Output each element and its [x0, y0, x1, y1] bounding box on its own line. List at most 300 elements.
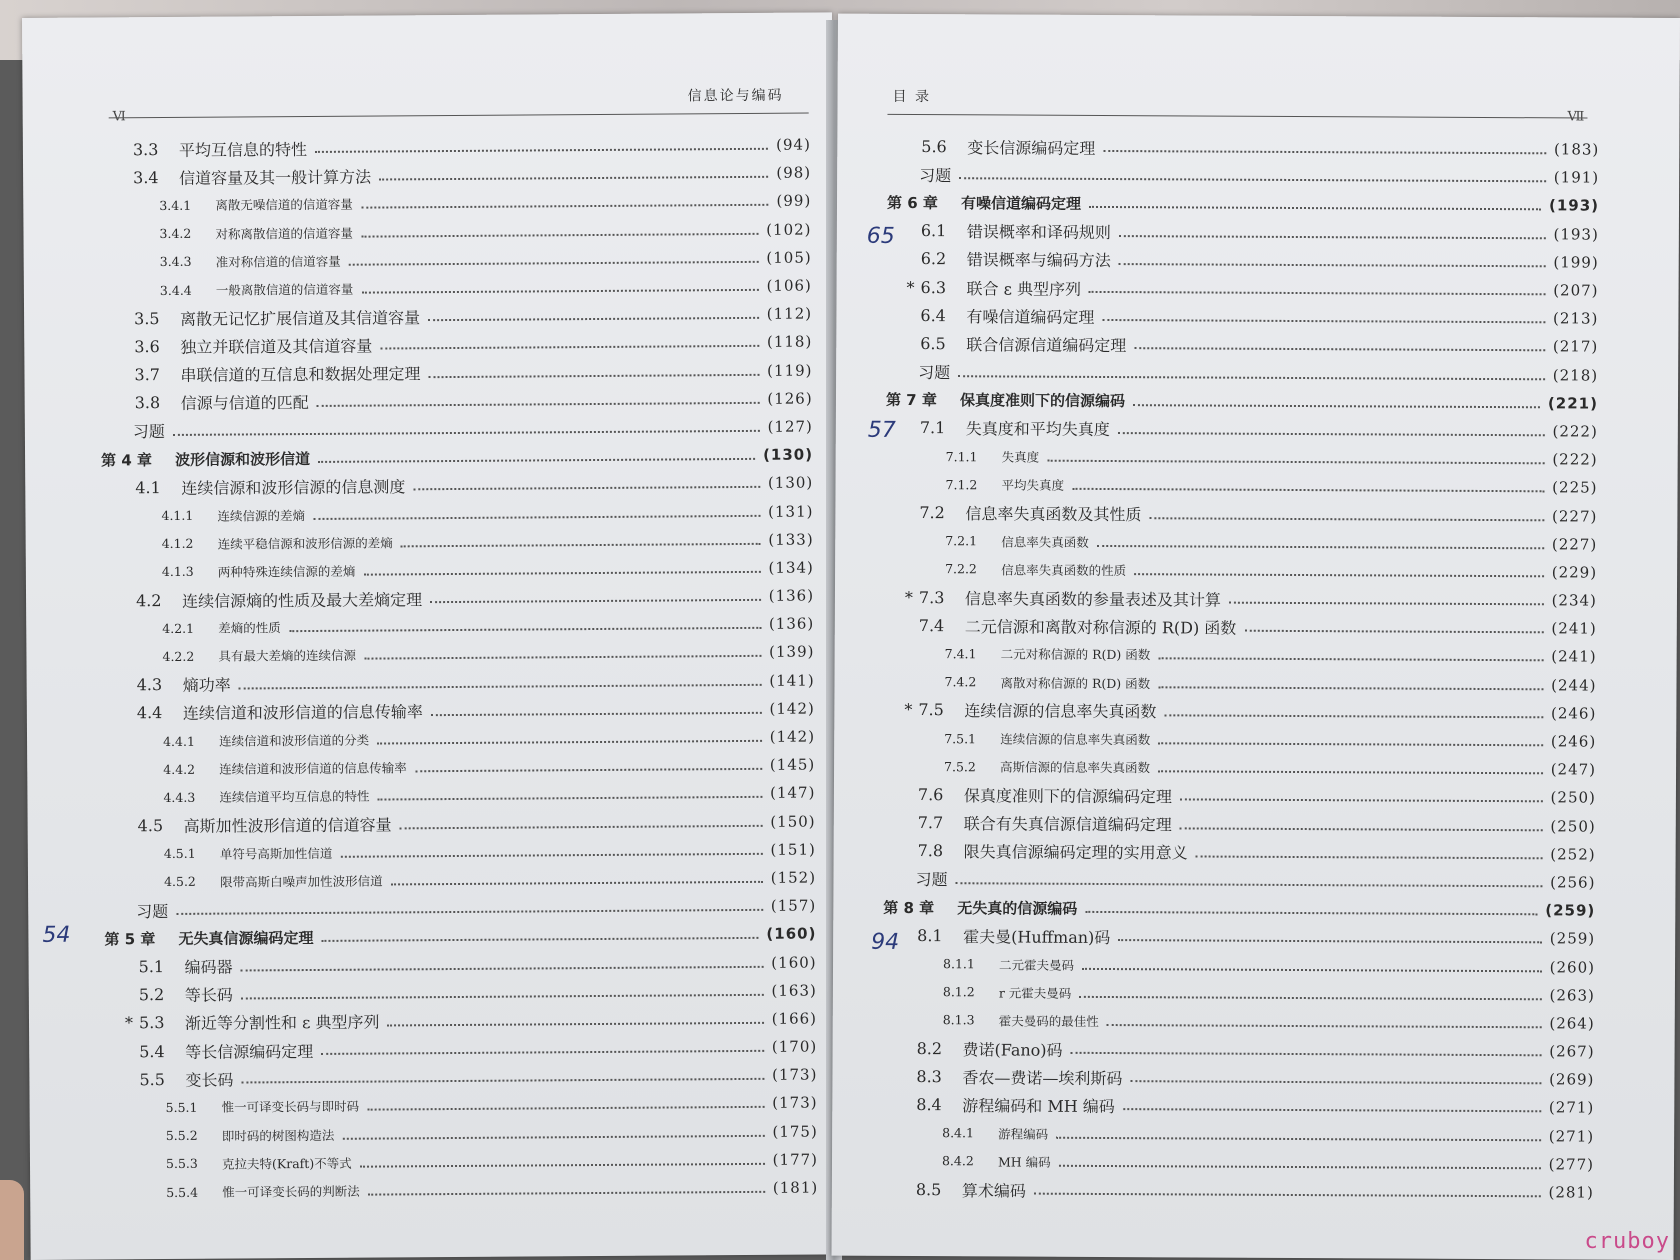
page-ref: (246): [1550, 704, 1597, 723]
entry-title: 有噪信道编码定理: [966, 306, 1095, 327]
page-ref: (256): [1550, 873, 1596, 892]
handwritten-note: 57: [867, 417, 896, 443]
entry-number: 5.5.1: [165, 1099, 198, 1115]
right-page: [832, 14, 1680, 1260]
page-ref: (166): [771, 1009, 818, 1028]
toc-entry: [886, 442, 1598, 474]
toc-entry: [883, 921, 1595, 953]
page-ref: (163): [771, 981, 817, 1000]
entry-title: 失真度和平均失真度: [965, 419, 1110, 440]
page-ref: (133): [768, 530, 814, 549]
dot-leader: [176, 909, 763, 915]
dot-leader: [241, 965, 764, 971]
entry-title: r 元霍夫曼码: [998, 985, 1072, 1001]
page-ref: (142): [769, 699, 815, 718]
entry-title: 无失真的信源编码: [957, 898, 1078, 918]
entry-number: 8.4: [916, 1094, 942, 1115]
entry-number: 4.1.2: [161, 536, 194, 552]
page-ref: (99): [776, 191, 812, 211]
page-ref: (271): [1548, 1098, 1595, 1118]
page-header: 信息论与编码: [687, 87, 784, 105]
entry-title: 串联信道的互信息和数据处理定理: [180, 364, 421, 385]
entry-number: 3.4.3: [159, 254, 192, 270]
dot-leader: [1180, 827, 1543, 831]
page-ref: (281): [1548, 1183, 1594, 1202]
page-ref: (222): [1552, 422, 1598, 441]
page-ref: (263): [1549, 986, 1595, 1005]
dot-leader: [289, 627, 761, 632]
page-ref: (241): [1551, 647, 1597, 667]
entry-number: 8.2: [916, 1038, 943, 1058]
page-ref: (217): [1552, 337, 1599, 356]
page-ref: (225): [1552, 478, 1598, 497]
page-ref: (157): [770, 896, 817, 915]
dot-leader: [360, 1163, 765, 1168]
toc-entry: [885, 498, 1597, 530]
dot-leader: [430, 599, 761, 603]
page-ref: (160): [766, 924, 817, 944]
entry-number: 3.6: [134, 336, 160, 357]
entry-title: 变长信源编码定理: [967, 137, 1096, 158]
entry-title: 两种特殊连续信源的差熵: [217, 563, 356, 580]
dot-leader: [391, 881, 763, 886]
entry-title: 波形信源和波形信道: [175, 449, 311, 469]
entry-number: 7.1.2: [945, 477, 978, 493]
toc-entry: [882, 1118, 1594, 1150]
page-ref: (229): [1551, 563, 1598, 582]
entry-number: 4.1.3: [161, 564, 194, 580]
toc-entry: [884, 667, 1596, 699]
dot-leader: [364, 655, 761, 660]
dot-leader: [317, 402, 760, 407]
dot-leader: [1118, 939, 1542, 943]
toc-entry: [887, 245, 1599, 277]
optional-marker: *: [904, 700, 913, 720]
dot-leader: [1158, 658, 1543, 662]
page-ref: (102): [766, 220, 812, 239]
entry-title: 无失真信源编码定理: [178, 928, 314, 948]
toc-entry: [884, 752, 1596, 784]
dot-leader: [1244, 630, 1543, 634]
toc-entry: [883, 865, 1595, 897]
entry-title: 信道容量及其一般计算方法: [179, 167, 372, 188]
entry-title: 连续信源的差熵: [217, 507, 306, 524]
entry-number: 4.2.1: [162, 620, 195, 636]
toc-entry: [882, 1175, 1594, 1207]
entry-title: 独立并联信道及其信道容量: [180, 336, 373, 357]
entry-number: 第 6 章: [886, 193, 938, 213]
entry-number: 4.4.2: [163, 761, 196, 777]
page-ref: (130): [767, 473, 814, 493]
handwritten-note: 94: [871, 929, 900, 955]
page-ref: (183): [1553, 140, 1600, 159]
entry-title: 习题: [132, 422, 165, 442]
dot-leader: [1119, 235, 1546, 239]
dot-leader: [428, 317, 759, 321]
entry-title: 游程编码和 MH 编码: [962, 1096, 1115, 1117]
dot-leader: [1134, 348, 1545, 352]
page-ref: (218): [1552, 365, 1599, 385]
entry-title: 变长码: [185, 1070, 234, 1090]
entry-title: 失真度: [1001, 449, 1040, 465]
entry-title: 等长信源编码定理: [185, 1041, 314, 1062]
entry-number: 4.5: [137, 816, 164, 836]
dot-leader: [413, 486, 760, 490]
entry-number: 3.7: [134, 365, 161, 385]
page-ref: (173): [771, 1065, 818, 1085]
dot-leader: [1158, 770, 1543, 774]
entry-title: 惟一可译变长码的判断法: [222, 1183, 360, 1200]
toc-entry: [886, 301, 1598, 333]
dot-leader: [1130, 1080, 1541, 1084]
entry-title: 信源与信道的匹配: [180, 393, 309, 414]
page-ref: (160): [771, 953, 817, 972]
entry-number: 6.4: [920, 305, 946, 325]
entry-number: 8.1.1: [942, 956, 975, 972]
dot-leader: [1072, 488, 1544, 492]
entry-title: 平均互信息的特性: [178, 139, 308, 160]
toc-entry: [883, 1006, 1595, 1038]
entry-number: 7.2: [919, 503, 945, 523]
page-ref: (193): [1548, 196, 1600, 216]
dot-leader: [361, 289, 758, 294]
toc-entry: [883, 977, 1595, 1009]
page-ref: (191): [1553, 168, 1600, 187]
watermark: cruboy: [1584, 1229, 1670, 1254]
dot-leader: [361, 233, 758, 238]
entry-number: 5.1: [138, 957, 165, 977]
header-rule: [887, 114, 1587, 119]
page-ref: (246): [1550, 732, 1597, 751]
entry-title: 习题: [918, 363, 951, 383]
entry-title: 错误概率和译码规则: [966, 222, 1111, 243]
entry-title: 平均失真度: [1001, 477, 1065, 494]
entry-number: 4.4.1: [162, 733, 195, 749]
toc-entry: [887, 132, 1599, 164]
page-ref: (269): [1549, 1070, 1595, 1089]
entry-number: 5.3: [138, 1013, 165, 1033]
page-number: Ⅶ: [1567, 109, 1585, 125]
page-ref: (151): [770, 840, 816, 859]
entry-title: 信息率失真函数的参量表述及其计算: [964, 588, 1222, 610]
entry-number: 4.3: [136, 675, 163, 695]
entry-title: 即时码的树图构造法: [221, 1127, 335, 1144]
entry-number: 7.8: [917, 841, 944, 861]
page-ref: (250): [1550, 816, 1596, 836]
page-ref: (177): [772, 1150, 819, 1169]
dot-leader: [1071, 1052, 1542, 1056]
entry-number: 5.5.4: [166, 1184, 199, 1200]
page-ref: (252): [1550, 845, 1596, 864]
page-ref: (259): [1545, 901, 1596, 920]
entry-number: 5.2: [138, 985, 165, 1005]
page-ref: (244): [1551, 675, 1597, 695]
dot-leader: [1118, 432, 1545, 436]
dot-leader: [361, 204, 769, 209]
entry-number: 8.4.2: [941, 1153, 974, 1169]
entry-title: 限失真信源编码定理的实用意义: [963, 842, 1188, 863]
toc-entry: [885, 526, 1597, 558]
entry-title: 信息率失真函数及其性质: [965, 504, 1142, 525]
dot-leader: [1123, 1109, 1541, 1113]
dot-leader: [321, 937, 758, 942]
dot-leader: [400, 824, 763, 829]
entry-number: 第 8 章: [883, 898, 935, 917]
entry-number: 4.1: [135, 477, 161, 498]
entry-title: 差熵的性质: [218, 620, 281, 636]
entry-number: 第 4 章: [101, 450, 153, 470]
page-ref: (141): [769, 671, 815, 690]
entry-title: 连续信道平均互信息的特性: [219, 788, 370, 806]
optional-marker: *: [904, 587, 914, 607]
toc-entry: [886, 414, 1598, 446]
entry-title: 连续信道和波形信道的信息传输率: [219, 760, 407, 777]
entry-number: 8.1.3: [942, 1012, 975, 1028]
page-ref: (199): [1553, 253, 1599, 272]
entry-number: 第 7 章: [885, 391, 937, 410]
entry-title: 二元对称信源的 R(D) 函数: [1000, 646, 1151, 663]
page-ref: (227): [1551, 535, 1598, 554]
toc-entry: [106, 1173, 818, 1206]
dot-leader: [377, 796, 762, 801]
entry-title: 香农—费诺—埃利斯码: [962, 1068, 1123, 1088]
dot-leader: [1180, 799, 1543, 803]
page-ref: (119): [767, 361, 813, 380]
entry-title: 离散无噪信道的信道容量: [215, 197, 353, 214]
toc-entry: [885, 583, 1597, 615]
entry-number: 6.1: [920, 221, 947, 241]
entry-title: 信息率失真函数的性质: [1001, 562, 1127, 579]
entry-title: 一般离散信道的信道容量: [215, 281, 354, 298]
entry-title: 限带高斯白噪声加性波形信道: [219, 873, 383, 890]
dot-leader: [239, 684, 762, 690]
toc-entry: [886, 386, 1598, 418]
page-ref: (136): [768, 586, 815, 605]
toc-entry: [886, 357, 1598, 389]
page-ref: (260): [1549, 957, 1596, 977]
dot-leader: [1034, 1193, 1541, 1198]
dot-leader: [415, 768, 762, 772]
toc-entry: [884, 837, 1596, 869]
entry-number: 7.1: [919, 418, 946, 438]
page-ref: (247): [1550, 760, 1597, 779]
dot-leader: [1196, 855, 1543, 859]
entry-number: 6.3: [920, 277, 947, 297]
entry-number: 8.1.2: [942, 984, 975, 1000]
entry-title: 保真度准则下的信源编码: [959, 391, 1126, 411]
dot-leader: [367, 1106, 764, 1111]
entry-number: 3.3: [132, 139, 159, 159]
entry-title: 连续信源的信息率失真函数: [1000, 731, 1151, 748]
entry-number: 3.4.4: [159, 282, 192, 298]
dot-leader: [1158, 742, 1543, 746]
page-ref: (147): [770, 783, 816, 803]
dot-leader: [1056, 1136, 1541, 1141]
entry-title: 连续信源和波形信源的信息测度: [181, 477, 406, 498]
page-ref: (139): [769, 642, 815, 662]
page-ref: (193): [1553, 224, 1599, 244]
dot-leader: [1133, 404, 1540, 408]
entry-title: 准对称信道的信道容量: [215, 253, 341, 270]
toc-entry: [883, 1034, 1595, 1066]
entry-number: 4.4: [136, 703, 163, 723]
entry-number: 3.4.2: [159, 225, 192, 242]
entry-number: 7.5.1: [944, 730, 977, 746]
entry-number: 7.5.2: [944, 758, 976, 775]
page-ref: (131): [768, 502, 814, 521]
entry-title: 具有最大差熵的连续信源: [218, 648, 357, 665]
page-ref: (259): [1549, 929, 1596, 948]
entry-title: 等长码: [184, 985, 233, 1006]
page-ref: (105): [766, 248, 812, 267]
entry-title: 错误概率与编码方法: [966, 250, 1111, 271]
entry-title: 算术编码: [961, 1180, 1026, 1201]
dot-leader: [1102, 319, 1545, 323]
entry-number: 7.6: [917, 784, 944, 805]
dot-leader: [349, 261, 759, 266]
dot-leader: [173, 430, 760, 436]
toc-entry: [883, 893, 1595, 925]
dot-leader: [388, 1022, 764, 1027]
page-ref: (173): [772, 1093, 818, 1113]
entry-title: 联合有失真信源信道编码定理: [963, 814, 1172, 835]
entry-number: 3.4.1: [159, 197, 192, 214]
toc-entry: [887, 216, 1599, 248]
entry-number: 4.2: [136, 590, 162, 610]
entry-number: 8.5: [915, 1179, 942, 1199]
page-ref: (277): [1548, 1155, 1595, 1174]
dot-leader: [342, 1135, 764, 1140]
dot-leader: [368, 1191, 765, 1196]
toc-entry: [882, 1147, 1594, 1179]
entry-title: 二元霍夫曼码: [998, 956, 1075, 973]
dot-leader: [1097, 545, 1544, 549]
page-ref: (227): [1552, 506, 1598, 526]
entry-title: 联合信源信道编码定理: [966, 335, 1127, 356]
entry-number: 7.7: [917, 813, 944, 833]
page-number: Ⅵ: [112, 109, 126, 125]
page-ref: (271): [1548, 1126, 1595, 1146]
dot-leader: [431, 712, 762, 716]
toc-list: [99, 130, 818, 1206]
dot-leader: [1158, 686, 1543, 690]
dot-leader: [1059, 1165, 1541, 1170]
toc-entry: [882, 1090, 1594, 1122]
left-page: [22, 12, 841, 1260]
dot-leader: [1085, 911, 1537, 915]
dot-leader: [241, 994, 764, 1000]
entry-number: 5.5: [139, 1069, 165, 1089]
dot-leader: [318, 458, 755, 463]
entry-number: 5.4: [139, 1041, 165, 1061]
toc-entry: [887, 188, 1599, 220]
dot-leader: [1164, 714, 1543, 718]
toc-entry: [884, 696, 1596, 728]
page-ref: (118): [766, 332, 813, 352]
entry-title: 高斯加性波形信道的信道容量: [183, 815, 392, 836]
dot-leader: [1103, 150, 1546, 154]
entry-title: 有噪信道编码定理: [960, 194, 1082, 213]
dot-leader: [315, 148, 768, 153]
entry-title: 单符号高斯加性信道: [219, 845, 333, 862]
entry-number: 7.2.1: [945, 533, 978, 549]
page-ref: (181): [772, 1178, 819, 1197]
dot-leader: [380, 345, 759, 350]
page-ref: (112): [766, 304, 813, 324]
entry-number: 7.3: [918, 587, 945, 607]
entry-title: 信息率失真函数: [1001, 534, 1089, 550]
entry-number: 7.4: [918, 615, 945, 635]
entry-title: 连续平稳信源和波形信源的差熵: [217, 535, 393, 552]
page-ref: (150): [770, 812, 816, 831]
dot-leader: [959, 178, 1546, 183]
toc-list: [882, 132, 1600, 1207]
entry-number: 6.5: [920, 333, 946, 354]
dot-leader: [429, 373, 760, 377]
dot-leader: [1149, 517, 1544, 521]
entry-number: 3.5: [134, 308, 160, 328]
thumb: [0, 1180, 24, 1260]
page-ref: (267): [1549, 1042, 1595, 1061]
dot-leader: [1089, 206, 1541, 210]
entry-title: 离散无记忆扩展信道及其信道容量: [180, 307, 421, 329]
entry-number: 8.4.1: [942, 1125, 975, 1141]
toc-entry: [887, 160, 1599, 192]
dot-leader: [377, 740, 762, 745]
entry-title: 习题: [915, 870, 948, 890]
page-ref: (134): [768, 558, 814, 577]
page-ref: (241): [1551, 619, 1597, 638]
page-ref: (175): [772, 1122, 818, 1141]
page-ref: (222): [1552, 450, 1598, 469]
entry-title: 连续信源的信息率失真函数: [964, 701, 1157, 722]
page-ref: (250): [1550, 788, 1596, 807]
entry-number: 7.2.2: [945, 561, 977, 577]
page-ref: (145): [769, 755, 816, 775]
dot-leader: [321, 1050, 764, 1055]
entry-number: 4.1.1: [161, 507, 194, 524]
entry-number: 7.1.1: [945, 448, 978, 464]
dot-leader: [1089, 291, 1545, 295]
dot-leader: [1229, 602, 1544, 606]
handwritten-note: 54: [42, 922, 71, 948]
dot-leader: [340, 853, 762, 858]
entry-number: 4.5.2: [163, 874, 196, 890]
entry-title: 克拉夫特(Kraft)不等式: [221, 1155, 352, 1172]
entry-number: 8.3: [916, 1066, 942, 1086]
dot-leader: [1107, 1024, 1542, 1028]
page-ref: (264): [1549, 1014, 1595, 1033]
entry-title: 联合 ε 典型序列: [966, 278, 1082, 299]
page-ref: (207): [1553, 281, 1599, 300]
entry-title: 连续信道和波形信道的分类: [219, 732, 370, 749]
entry-title: 霍夫曼(Huffman)码: [963, 927, 1111, 947]
entry-number: 3.8: [134, 393, 161, 413]
entry-number: 5.5.2: [165, 1127, 198, 1144]
optional-marker: *: [124, 1013, 134, 1033]
entry-number: 4.2.2: [162, 648, 195, 665]
page-ref: (136): [768, 614, 815, 634]
page-ref: (94): [776, 135, 811, 154]
toc-entry: [885, 555, 1597, 587]
page-ref: (127): [767, 417, 813, 436]
page-ref: (213): [1553, 309, 1599, 328]
toc-entry: [885, 470, 1597, 502]
entry-number: 5.6: [921, 136, 947, 156]
dot-leader: [1134, 573, 1544, 577]
entry-number: 4.4.3: [163, 789, 196, 805]
entry-title: 霍夫曼码的最佳性: [998, 1013, 1099, 1029]
